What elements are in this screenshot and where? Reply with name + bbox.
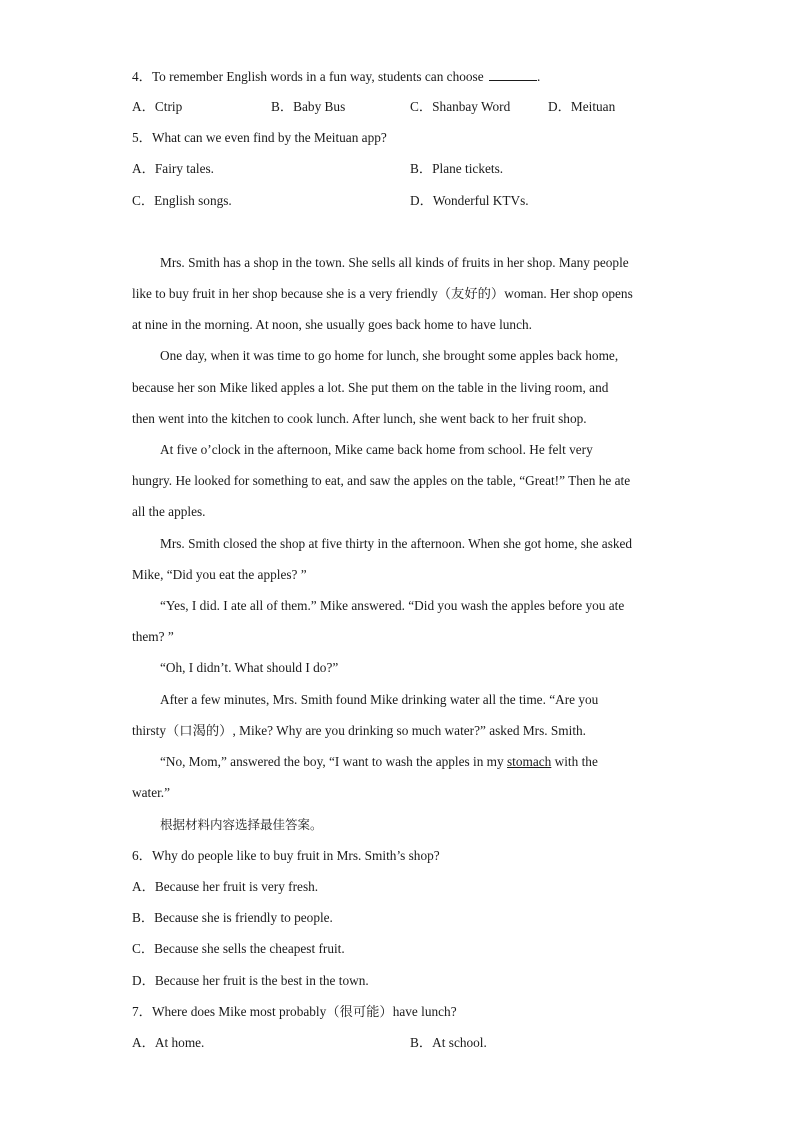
q6-option-a[interactable]: A．Because her fruit is very fresh. [132,879,319,894]
passage-line: One day, when it was time to go home for lunch, she brought some apples back home, [160,348,619,363]
underlined-word: stomach [507,754,552,769]
passage-line: Mike, “Did you eat the apples? ” [132,567,307,582]
q7-option-b[interactable]: B．At school. [410,1035,487,1050]
passage-line: Mrs. Smith has a shop in the town. She sells all kinds of fruits in her shop. Many people [160,255,629,270]
instruction-text: 根据材料内容选择最佳答案。 [160,817,323,832]
q4-option-c[interactable]: C．Shanbay Word [410,99,511,114]
passage-line: thirsty（口渴的）, Mike? Why are you drinking so much water?” asked Mrs. Smith. [132,723,586,738]
passage-line: them? ” [132,629,174,644]
passage-line: like to buy fruit in her shop because she is a very friendly（友好的）woman. Her shop opens [132,286,633,301]
question-6-stem: 6．Why do people like to buy fruit in Mrs. Smith’s shop? [132,848,440,863]
passage-line: After a few minutes, Mrs. Smith found Mike drinking water all the time. “Are you [160,692,599,707]
q6-option-d[interactable]: D．Because her fruit is the best in the town. [132,973,369,988]
question-4-stem-end: . [536,69,541,84]
passage-line: because her son Mike liked apples a lot. She put them on the table in the living room, and [132,380,609,395]
q6-option-c[interactable]: C．Because she sells the cheapest fruit. [132,941,345,956]
answer-blank [489,68,537,81]
passage-line: at nine in the morning. At noon, she usually goes back home to have lunch. [132,317,532,332]
q4-option-b[interactable]: B．Baby Bus [271,99,346,114]
question-7-stem: 7．Where does Mike most probably（很可能）have lunch? [132,1004,457,1019]
question-4-stem-text: 4．To remember English words in a fun way, students can choose [132,69,487,84]
passage-text: with the [551,754,598,769]
passage-line: Mrs. Smith closed the shop at five thirty in the afternoon. When she got home, she asked [160,536,633,551]
q5-option-d[interactable]: D．Wonderful KTVs. [410,193,529,208]
q4-option-d[interactable]: D．Meituan [548,99,616,114]
passage-line: all the apples. [132,504,206,519]
passage-line: water.” [132,785,171,800]
question-5-stem: 5．What can we even find by the Meituan app? [132,130,387,145]
q5-option-b[interactable]: B．Plane tickets. [410,161,504,176]
q5-option-c[interactable]: C．English songs. [132,193,232,208]
passage-line: hungry. He looked for something to eat, and saw the apples on the table, “Great!” Then he ate [132,473,631,488]
passage-line-last-para [160,754,598,770]
passage-text: “No, Mom,” answered the boy, “I want to wash the apples in my [160,754,507,769]
passage-line: “Yes, I did. I ate all of them.” Mike answered. “Did you wash the apples before you ate [160,598,625,613]
q5-option-a[interactable]: A．Fairy tales. [132,161,214,176]
passage-line: At five o’clock in the afternoon, Mike came back home from school. He felt very [160,442,593,457]
q6-option-b[interactable]: B．Because she is friendly to people. [132,910,333,925]
passage-line: “Oh, I didn’t. What should I do?” [160,660,339,675]
q7-option-a[interactable]: A．At home. [132,1035,205,1050]
q4-option-a[interactable]: A．Ctrip [132,99,183,114]
passage-line: then went into the kitchen to cook lunch. After lunch, she went back to her fruit shop. [132,411,587,426]
question-4-stem [132,68,540,85]
